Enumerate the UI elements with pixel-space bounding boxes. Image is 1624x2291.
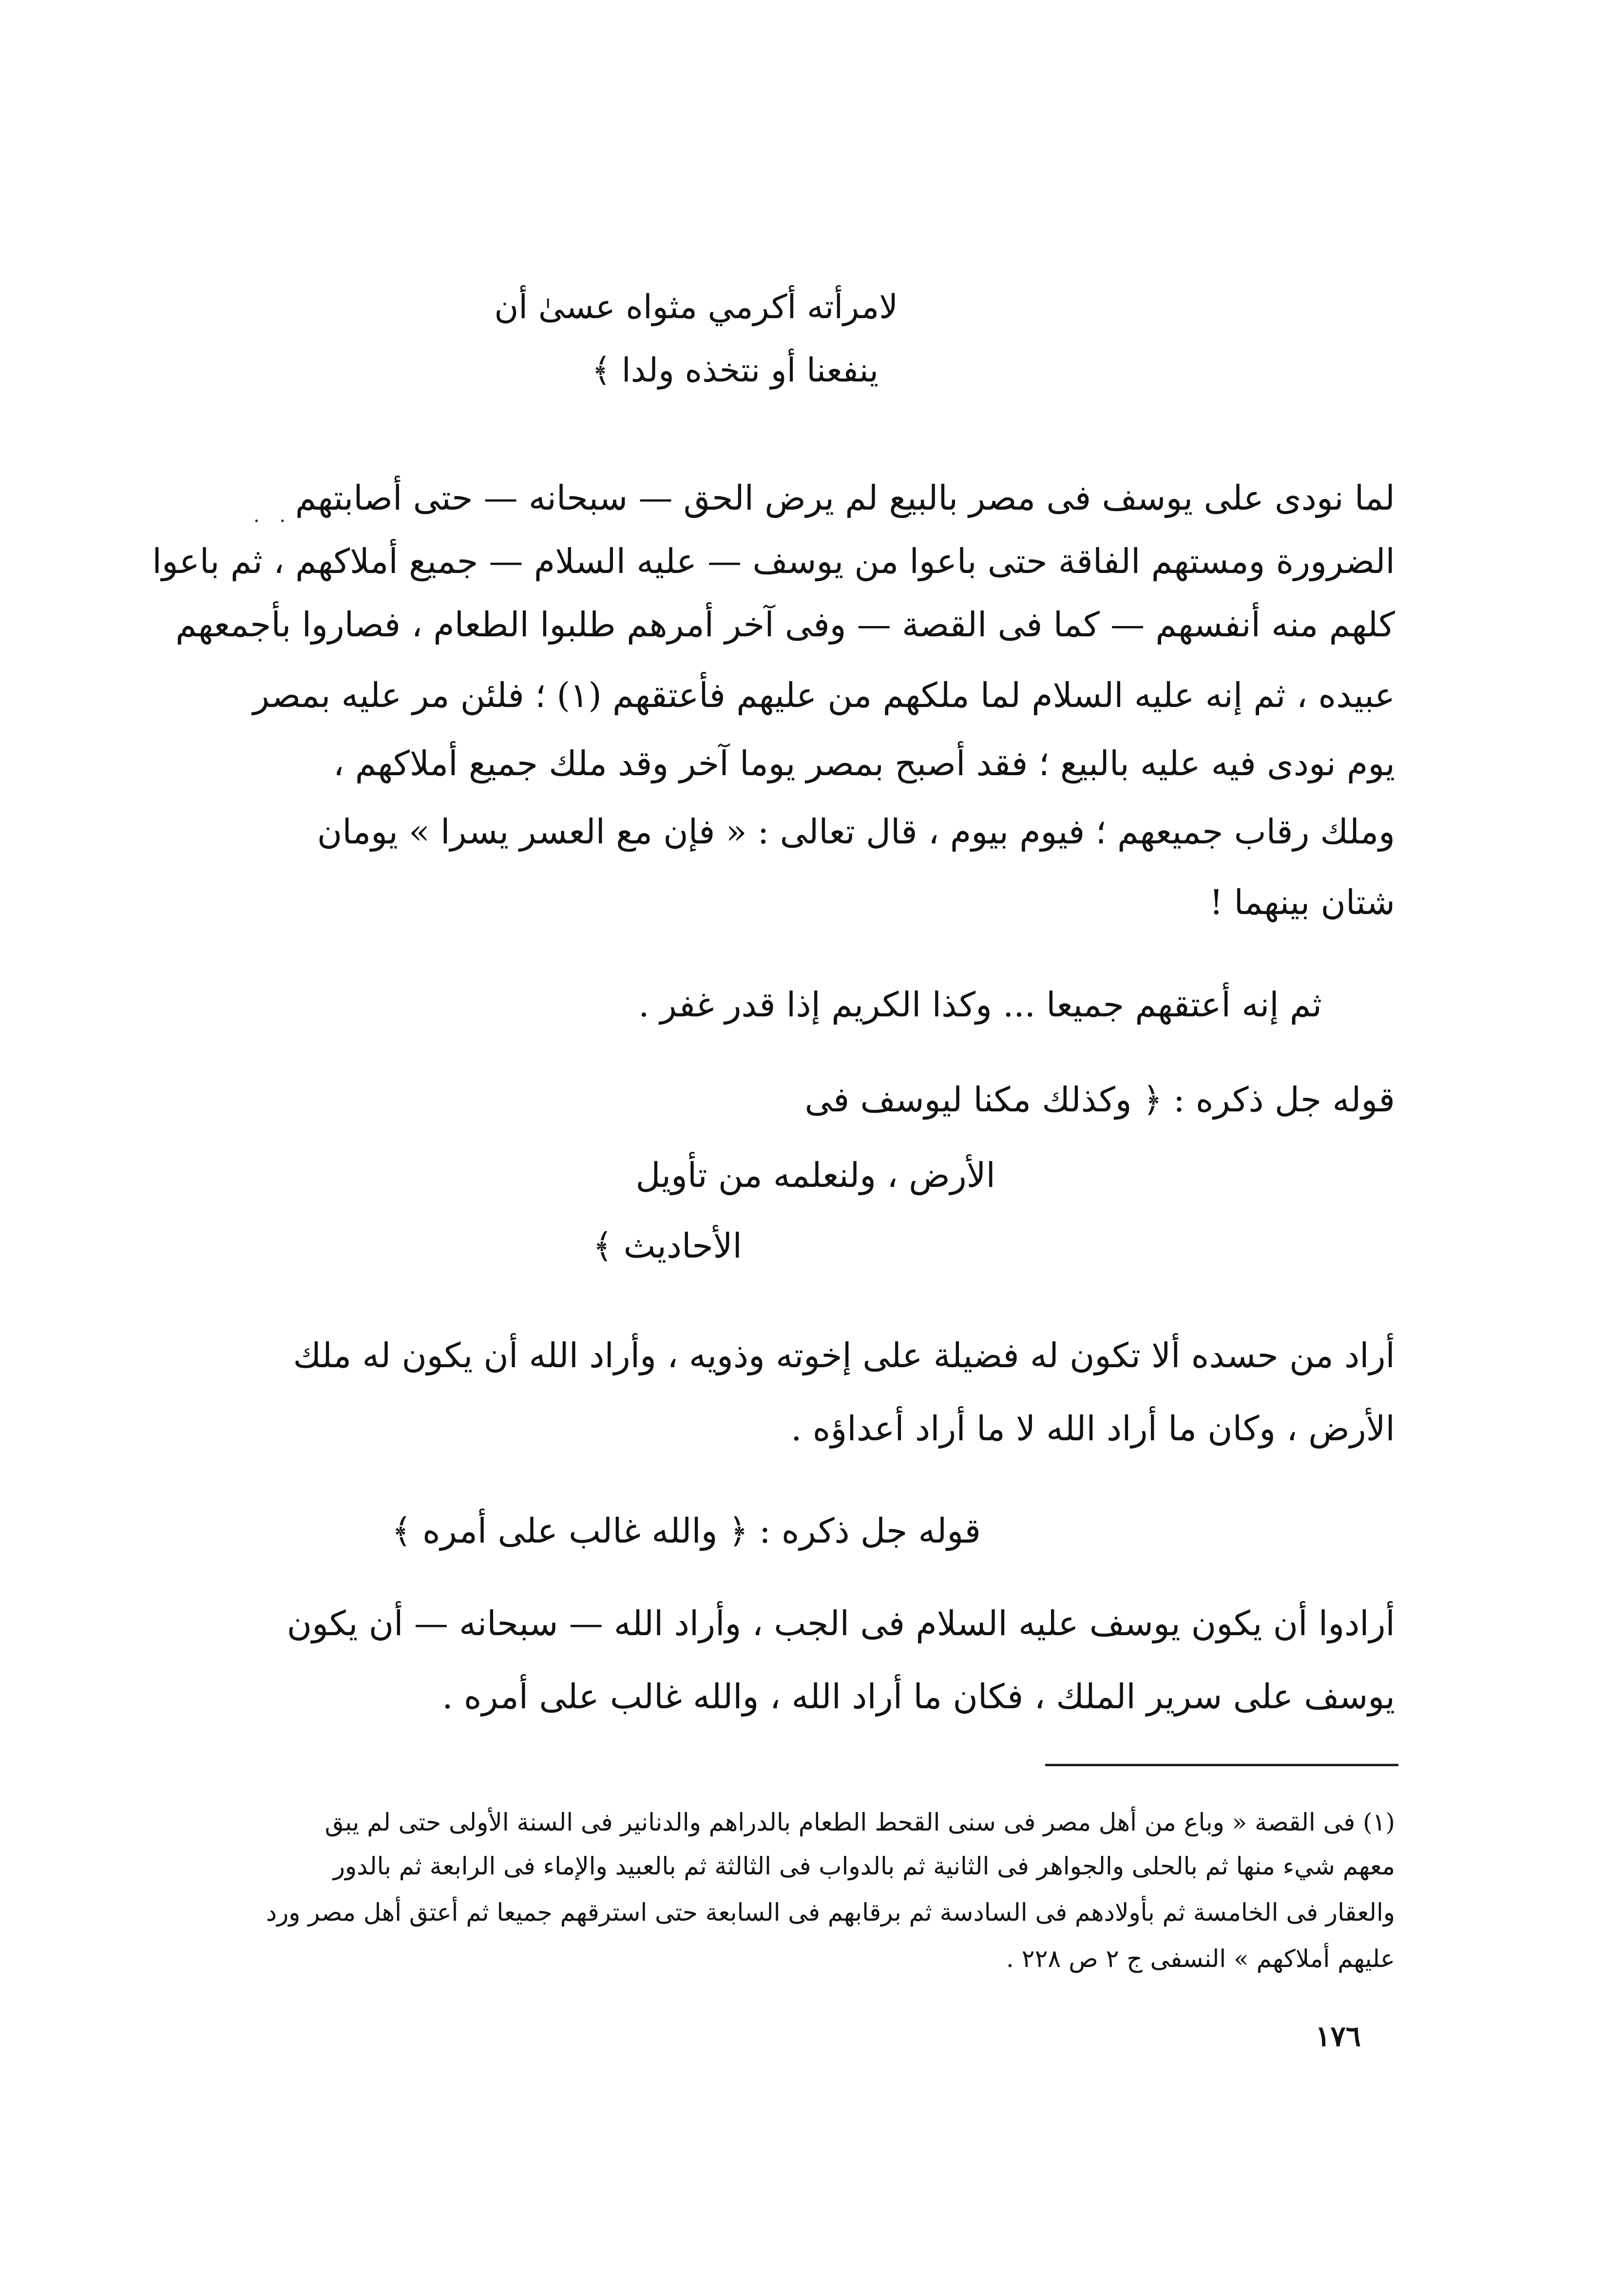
paragraph-3-line-1: أراد من حسده ألا تكون له فضيلة على إخوته وذويه ، وأراد الله أن يكون له ملك [293, 1336, 1395, 1375]
verse-3: قوله جل ذكره : ﴿ والله غالب على أمره ﴾ [391, 1511, 981, 1551]
footnote-line-4: عليهم أملاكهم » النسفى ج ٢ ص ٢٢٨ . [1006, 1945, 1395, 1973]
verse-2-line-2: الأرض ، ولنعلمه من تأويل [635, 1155, 995, 1195]
page-number: ١٧٦ [1315, 2020, 1361, 2053]
paragraph-1-line-4: عبيده ، ثم إنه عليه السلام لما ملكهم من عليهم فأعتقهم (١) ؛ فلئن مر عليه بمصر [253, 675, 1395, 715]
paragraph-1-line-6: وملك رقاب جميعهم ؛ فيوم بيوم ، قال تعالى : « فإن مع العسر يسرا » يومان [317, 812, 1395, 852]
paragraph-1-line-5: يوم نودى فيه عليه بالبيع ؛ فقد أصبح بمصر يوما آخر وقد ملك جميع أملاكهم ، [333, 744, 1395, 783]
paragraph-1-line-1: لما نودى على يوسف فى مصر بالبيع لم يرض الحق — سبحانه — حتى أصابتهم [295, 478, 1395, 518]
footnote-separator [1045, 1764, 1398, 1766]
verse-line-2: ينفعنا أو نتخذه ولدا ﴾ [592, 351, 879, 390]
verse-line-1: لامرأته أكرمي مثواه عسىٰ أن [494, 288, 898, 326]
footnote-line-1: (١) فى القصة « وباع من أهل مصر فى سنى القحط الطعام بالدراهم والدنانير فى السنة الأولى حتى لم يبق [325, 1808, 1395, 1836]
paragraph-1-line-2: الضرورة ومستهم الفاقة حتى باعوا من يوسف — عليه السلام — جميع أملاكهم ، ثم باعوا [152, 541, 1395, 581]
verse-2-line-3: الأحاديث ﴾ [592, 1226, 742, 1266]
verse-2-line-1: قوله جل ذكره : ﴿ وكذلك مكنا ليوسف فى [804, 1080, 1395, 1120]
margin-dots: . . [253, 504, 293, 527]
footnote-line-2: معهم شيء منها ثم بالحلى والجواهر فى الثانية ثم بالدواب فى الثالثة ثم بالعبيد والإماء فى الرابعة ثم بالدور [333, 1852, 1395, 1880]
paragraph-3-line-2: الأرض ، وكان ما أراد الله لا ما أراد أعداؤه . [791, 1409, 1395, 1449]
paragraph-4-line-2: يوسف على سرير الملك ، فكان ما أراد الله ، والله غالب على أمره . [442, 1677, 1395, 1717]
footnote-line-3: والعقار فى الخامسة ثم بأولادهم فى السادسة ثم برقابهم فى السابعة حتى استرقهم جميعا ثم أعتق أهل مصر ورد [266, 1898, 1395, 1927]
paragraph-2: ثم إنه أعتقهم جميعا ... وكذا الكريم إذا قدر غفر . [638, 985, 1322, 1025]
paragraph-4-line-1: أرادوا أن يكون يوسف عليه السلام فى الجب ، وأراد الله — سبحانه — أن يكون [287, 1604, 1395, 1643]
paragraph-1-line-7: شتان بينهما ! [1209, 882, 1395, 922]
paragraph-1-line-3: كلهم منه أنفسهم — كما فى القصة — وفى آخر أمرهم طلبوا الطعام ، فصاروا بأجمعهم [175, 605, 1395, 645]
